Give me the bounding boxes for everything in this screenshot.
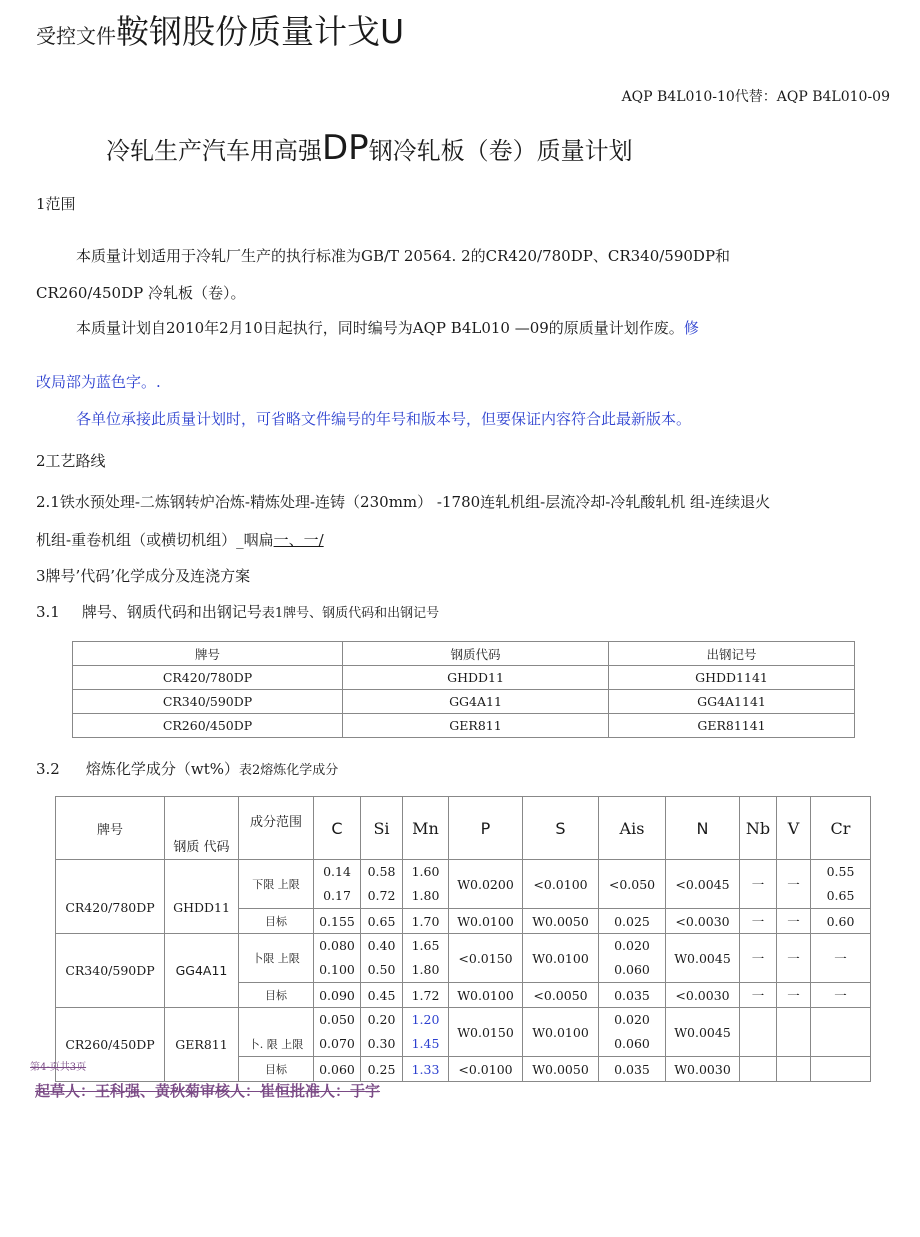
table-cell: 一 — [777, 934, 811, 983]
table-cell: W0.0030 — [666, 1057, 740, 1082]
table-cell: <0.0150 — [449, 934, 523, 983]
table-2-caption: 表2熔炼化学成分 — [238, 763, 339, 778]
table-cell: <0.050 — [599, 860, 666, 909]
table-2-header-cell: 成分范围 — [239, 797, 314, 860]
table-cell: 1.33 — [403, 1057, 449, 1082]
table-cell — [777, 1008, 811, 1057]
table-cell: W0.0100 — [523, 934, 599, 983]
table-2-header-cell: Si — [361, 797, 403, 860]
table-cell: GG4A11 — [343, 690, 609, 714]
table-1-header-row — [73, 642, 855, 666]
table-cell: 0.020 0.060 — [599, 1008, 666, 1057]
table-2-header-cell: 牌号 — [56, 797, 165, 860]
table-cell: 1.65 1.80 — [403, 934, 449, 983]
target-label-cell: 目标 — [239, 1057, 314, 1082]
code-cell: GHDD11 — [165, 860, 239, 934]
table-cell: 一 — [811, 983, 871, 1008]
table-cell: W0.0100 — [449, 983, 523, 1008]
table-cell: W0.0045 — [666, 1008, 740, 1057]
code-cell: GG4A11 — [165, 934, 239, 1008]
table-cell: 1.60 1.80 — [403, 860, 449, 909]
subsection-3-1-number: 3.1 — [36, 603, 60, 621]
table-1-caption: 表1牌号、钢质代码和出钢记号 — [261, 606, 440, 621]
range-label-cell: 卜. 限 上限 — [239, 1008, 314, 1057]
subsection-3-1 — [36, 601, 439, 622]
para-2-text: 本质量计划自2010年2月10日起执行，同时编号为AQP B4L010 —09的原质量计划作废。 — [76, 319, 684, 337]
table-2-header-cell: 钢质 代码 — [165, 797, 239, 860]
table-cell: 一 — [740, 909, 777, 934]
table-cell: 0.60 — [811, 909, 871, 934]
table-cell: 0.025 — [599, 909, 666, 934]
para-2-blue-start: 修 — [683, 319, 699, 337]
table-1-grade-codes — [72, 641, 855, 738]
section-3-heading: 3牌号’代码’化学成分及连浇方案 — [36, 567, 251, 585]
table-2-header-row — [56, 797, 871, 860]
table-cell: 0.060 — [314, 1057, 361, 1082]
title-part-1: 冷轧生产汽车用高强 — [106, 137, 322, 165]
table-cell — [740, 1008, 777, 1057]
table-cell: 0.65 — [361, 909, 403, 934]
controlled-label: 受控文件 — [36, 24, 116, 48]
table-cell: 0.55 0.65 — [811, 860, 871, 909]
target-label-cell: 目标 — [239, 909, 314, 934]
table-cell: GHDD11 — [343, 666, 609, 690]
table-cell: <0.0030 — [666, 983, 740, 1008]
subsection-3-1-title: 牌号、钢质代码和出钢记号 — [81, 603, 262, 621]
table-2-header-cell: P — [449, 797, 523, 860]
table-cell — [811, 1057, 871, 1082]
table-2-header-cell: V — [777, 797, 811, 860]
table-cell: 0.035 — [599, 983, 666, 1008]
table-1-header-cell: 钢质代码 — [343, 642, 609, 666]
subsection-3-2-title: 熔炼化学成分（wt%） — [85, 760, 239, 778]
process-route-underlined: 一、一/ — [273, 531, 324, 549]
company-plan-title: 鞍钢股份质量计戈U — [116, 12, 405, 51]
table-2-header-cell: N — [666, 797, 740, 860]
table-cell: W0.0200 — [449, 860, 523, 909]
table-cell: 0.20 0.30 — [361, 1008, 403, 1057]
table-cell: 0.14 0.17 — [314, 860, 361, 909]
table-cell: W0.0100 — [523, 1008, 599, 1057]
table-cell: 一 — [777, 983, 811, 1008]
range-label-cell: 卜限 上限 — [239, 934, 314, 983]
table-cell — [811, 1008, 871, 1057]
table-cell: 0.45 — [361, 983, 403, 1008]
document-number: AQP B4L010-10代替：AQP B4L010-09 — [621, 89, 890, 105]
section-2-heading: 2工艺路线 — [36, 452, 106, 470]
table-cell: GER81141 — [609, 714, 855, 738]
table-2-header-cell: S — [523, 797, 599, 860]
title-dp: DP — [322, 128, 369, 168]
section-1-para-3: 各单位承接此质量计划时，可省略文件编号的年号和版本号，但要保证内容符合此最新版本。 — [76, 410, 692, 428]
process-route-line-2 — [36, 529, 324, 550]
table-cell: <0.0045 — [666, 860, 740, 909]
table-cell: 一 — [811, 934, 871, 983]
table-cell: 0.020 0.060 — [599, 934, 666, 983]
table-cell: W0.0050 — [523, 909, 599, 934]
table-cell: 一 — [740, 983, 777, 1008]
table-cell: 一 — [777, 860, 811, 909]
table-cell: 0.090 — [314, 983, 361, 1008]
grade-cell: CR420/780DP — [56, 860, 165, 934]
table-row — [56, 934, 871, 983]
table-cell: <0.0100 — [523, 860, 599, 909]
table-cell: CR420/780DP — [73, 666, 343, 690]
table-2-header-cell: Mn — [403, 797, 449, 860]
table-cell: 0.40 0.50 — [361, 934, 403, 983]
table-row — [73, 714, 855, 738]
section-1-para-2-line-1 — [76, 317, 699, 338]
section-1-para-1-line-2: CR260/450DP 冷轧板（卷）。 — [36, 284, 246, 302]
table-cell: 0.25 — [361, 1057, 403, 1082]
table-cell: W0.0150 — [449, 1008, 523, 1057]
table-row — [56, 860, 871, 909]
table-row — [73, 666, 855, 690]
table-cell: 1.20 1.45 — [403, 1008, 449, 1057]
table-cell: GER811 — [343, 714, 609, 738]
table-1-header-cell: 牌号 — [73, 642, 343, 666]
table-1-header-cell: 出钢记号 — [609, 642, 855, 666]
page-title — [106, 128, 633, 168]
table-row — [56, 1008, 871, 1057]
process-route-line-1: 2.1铁水预处理-二炼钢转炉冶炼-精炼处理-连铸（230mm） -1780连轧机组-层流冷却-冷轧酸轧机 组-连续退火 — [36, 493, 771, 511]
grade-cell: CR260/450DP — [56, 1008, 165, 1082]
table-2-chemical-composition — [55, 796, 871, 1082]
process-route-text: 机组-重卷机组（或横切机组）_咽扁 — [36, 531, 274, 549]
subsection-3-2-number: 3.2 — [36, 760, 60, 778]
page-number: 第4-页共3页 — [30, 1062, 87, 1073]
table-cell — [740, 1057, 777, 1082]
table-cell: W0.0045 — [666, 934, 740, 983]
table-cell: 1.72 — [403, 983, 449, 1008]
table-cell: 0.050 0.070 — [314, 1008, 361, 1057]
section-1-para-1-line-1: 本质量计划适用于冷轧厂生产的执行标准为GB/T 20564. 2的CR420/780DP、CR340/590DP和 — [76, 247, 731, 265]
range-label-cell: 下限 上限 — [239, 860, 314, 909]
table-cell: 0.080 0.100 — [314, 934, 361, 983]
table-cell: <0.0050 — [523, 983, 599, 1008]
table-cell: CR260/450DP — [73, 714, 343, 738]
table-cell: W0.0100 — [449, 909, 523, 934]
table-cell: 1.70 — [403, 909, 449, 934]
table-cell: 一 — [740, 934, 777, 983]
table-cell: CR340/590DP — [73, 690, 343, 714]
table-cell: 0.155 — [314, 909, 361, 934]
table-cell — [777, 1057, 811, 1082]
table-cell: GHDD1141 — [609, 666, 855, 690]
table-cell: <0.0100 — [449, 1057, 523, 1082]
subsection-3-2 — [36, 758, 338, 779]
table-2-header-cell: C — [314, 797, 361, 860]
table-row — [73, 690, 855, 714]
title-part-2: 钢冷轧板（卷）质量计划 — [368, 137, 633, 165]
table-cell: 一 — [740, 860, 777, 909]
table-cell: W0.0050 — [523, 1057, 599, 1082]
document-header — [36, 6, 404, 53]
grade-cell: CR340/590DP — [56, 934, 165, 1008]
table-2-header-cell: Cr — [811, 797, 871, 860]
section-1-heading: 1范围 — [36, 195, 76, 213]
table-2-header-cell: Ais — [599, 797, 666, 860]
table-cell: 一 — [777, 909, 811, 934]
table-cell: 0.58 0.72 — [361, 860, 403, 909]
target-label-cell: 目标 — [239, 983, 314, 1008]
table-cell: <0.0030 — [666, 909, 740, 934]
code-cell: GER811 — [165, 1008, 239, 1082]
table-cell: 0.035 — [599, 1057, 666, 1082]
table-2-header-cell: Nb — [740, 797, 777, 860]
section-1-para-2-line-2: 改局部为蓝色字。. — [36, 373, 161, 391]
signatures: 起草人：王科强、黄秋菊审核人：崔恒批准人：于宇 — [35, 1082, 381, 1100]
table-cell: GG4A1141 — [609, 690, 855, 714]
